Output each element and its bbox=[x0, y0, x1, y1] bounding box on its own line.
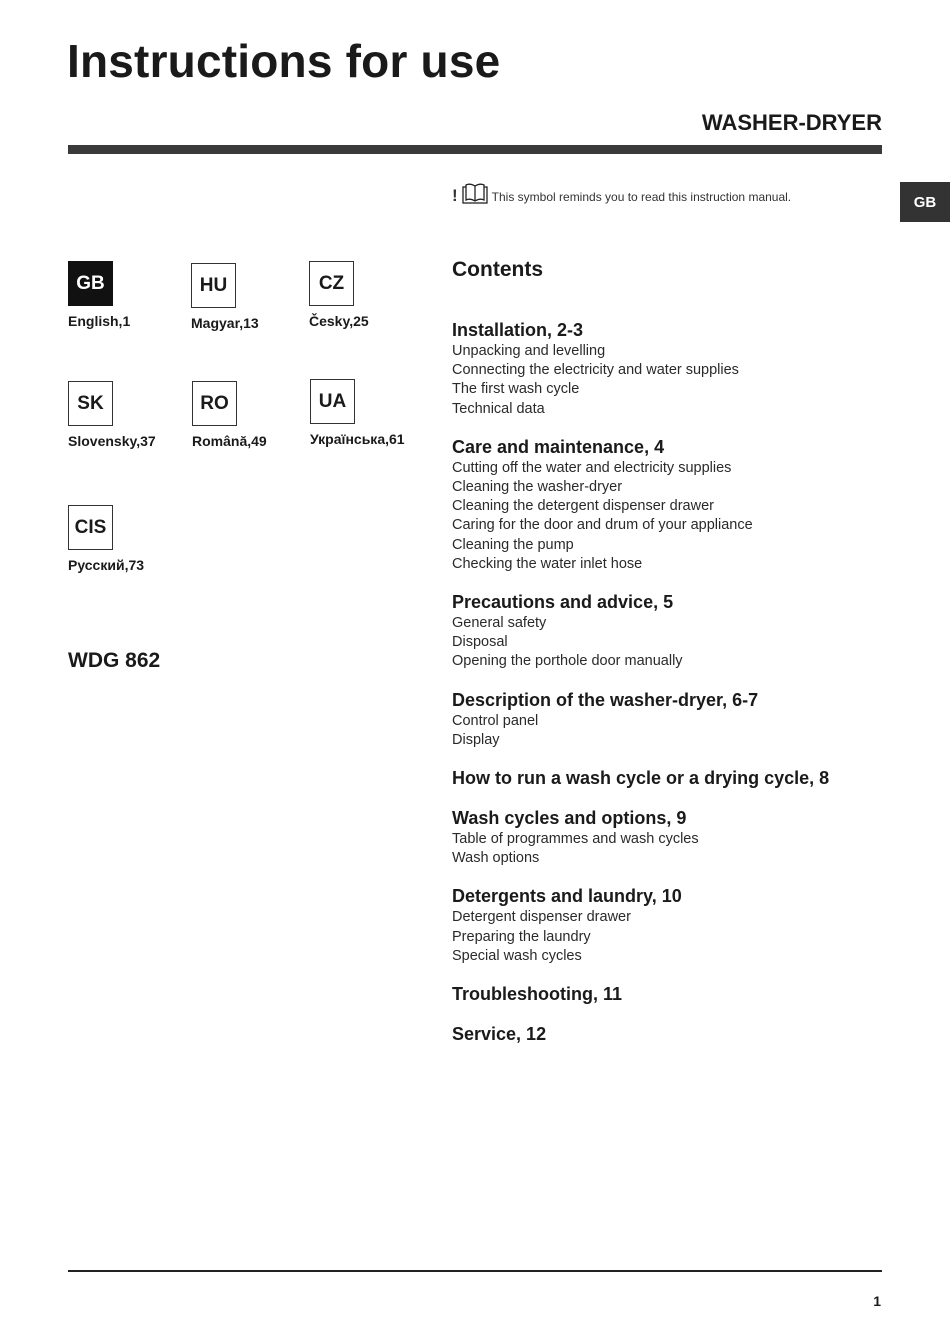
language-code: CZ bbox=[309, 261, 354, 306]
toc-item: Detergent dispenser drawer bbox=[452, 909, 631, 926]
language-ro[interactable] bbox=[192, 381, 267, 449]
toc-item: Display bbox=[452, 731, 500, 748]
toc-section-title[interactable]: Troubleshooting, 11 bbox=[452, 984, 623, 1005]
language-cis[interactable] bbox=[68, 505, 144, 573]
toc-item: General safety bbox=[452, 615, 547, 632]
language-code: CIS bbox=[68, 505, 113, 550]
open-book-icon bbox=[462, 183, 488, 204]
toc-section-title[interactable]: Installation, 2-3 bbox=[452, 320, 584, 340]
toc-item: Caring for the door and drum of your appliance bbox=[452, 517, 753, 534]
header-divider bbox=[68, 145, 882, 154]
toc-section-title[interactable]: Precautions and advice, 5 bbox=[452, 592, 674, 613]
language-gb[interactable] bbox=[68, 261, 130, 329]
symbol-note bbox=[452, 183, 791, 204]
language-name: English,1 bbox=[68, 313, 131, 329]
toc-section-title[interactable]: How to run a wash cycle or a drying cycle, 8 bbox=[452, 768, 830, 789]
page-number: 1 bbox=[873, 1293, 881, 1309]
toc-section bbox=[452, 884, 892, 966]
product-type: WASHER-DRYER bbox=[701, 110, 882, 135]
language-name: Русский,73 bbox=[68, 557, 145, 573]
toc-section bbox=[452, 766, 892, 790]
language-code: SK bbox=[68, 381, 113, 426]
toc-section-title[interactable]: Service, 12 bbox=[452, 1024, 547, 1045]
toc-item: Special wash cycles bbox=[452, 947, 582, 964]
contents-heading: Contents bbox=[452, 258, 543, 281]
symbol-note-text: This symbol reminds you to read this instruction manual. bbox=[491, 190, 792, 204]
toc-section bbox=[452, 982, 892, 1006]
toc-section bbox=[452, 590, 892, 672]
toc-item: Technical data bbox=[452, 400, 545, 417]
language-code: HU bbox=[191, 263, 236, 308]
warning-mark: ! bbox=[452, 186, 458, 205]
toc-item: Cleaning the washer-dryer bbox=[452, 479, 623, 496]
toc-item: Connecting the electricity and water supplies bbox=[452, 362, 739, 379]
toc-item: Preparing the laundry bbox=[452, 928, 591, 945]
footer-divider bbox=[68, 1270, 882, 1272]
toc-item: Cleaning the pump bbox=[452, 536, 574, 553]
language-cz[interactable] bbox=[309, 261, 369, 329]
language-sk[interactable] bbox=[68, 381, 156, 449]
toc-item: Opening the porthole door manually bbox=[452, 653, 683, 670]
toc-item: Unpacking and levelling bbox=[452, 343, 606, 359]
language-hu[interactable] bbox=[191, 263, 259, 331]
language-name: Українська,61 bbox=[310, 431, 405, 447]
toc-section bbox=[452, 806, 892, 868]
toc-item: Cleaning the detergent dispenser drawer bbox=[452, 498, 714, 515]
toc-section bbox=[452, 1022, 892, 1046]
toc-section bbox=[452, 688, 892, 750]
toc-section bbox=[452, 435, 892, 574]
language-ua[interactable] bbox=[310, 379, 405, 447]
toc-item: Control panel bbox=[452, 712, 539, 729]
toc-item: Cutting off the water and electricity supplies bbox=[452, 459, 732, 476]
language-name: Slovensky,37 bbox=[68, 433, 156, 449]
language-code: UA bbox=[310, 379, 355, 424]
language-code: GB bbox=[68, 261, 113, 306]
toc-section-title[interactable]: Detergents and laundry, 10 bbox=[452, 886, 682, 907]
table-of-contents bbox=[452, 318, 892, 1062]
toc-item: Wash options bbox=[452, 850, 540, 867]
language-name: Česky,25 bbox=[309, 313, 369, 329]
page-title: Instructions for use bbox=[67, 35, 501, 87]
toc-section-title[interactable]: Wash cycles and options, 9 bbox=[452, 808, 687, 829]
language-name: Română,49 bbox=[192, 433, 267, 449]
language-code: RO bbox=[192, 381, 237, 426]
toc-item: Disposal bbox=[452, 634, 508, 651]
toc-item: Table of programmes and wash cycles bbox=[452, 831, 699, 848]
language-side-tab: GB bbox=[900, 182, 950, 222]
toc-item: The first wash cycle bbox=[452, 381, 580, 398]
toc-section-title[interactable]: Care and maintenance, 4 bbox=[452, 436, 665, 457]
toc-section-title[interactable]: Description of the washer-dryer, 6-7 bbox=[452, 689, 759, 710]
language-name: Magyar,13 bbox=[191, 315, 259, 331]
toc-section bbox=[452, 318, 892, 419]
model-number: WDG 862 bbox=[68, 649, 161, 672]
toc-item: Checking the water inlet hose bbox=[452, 555, 643, 572]
